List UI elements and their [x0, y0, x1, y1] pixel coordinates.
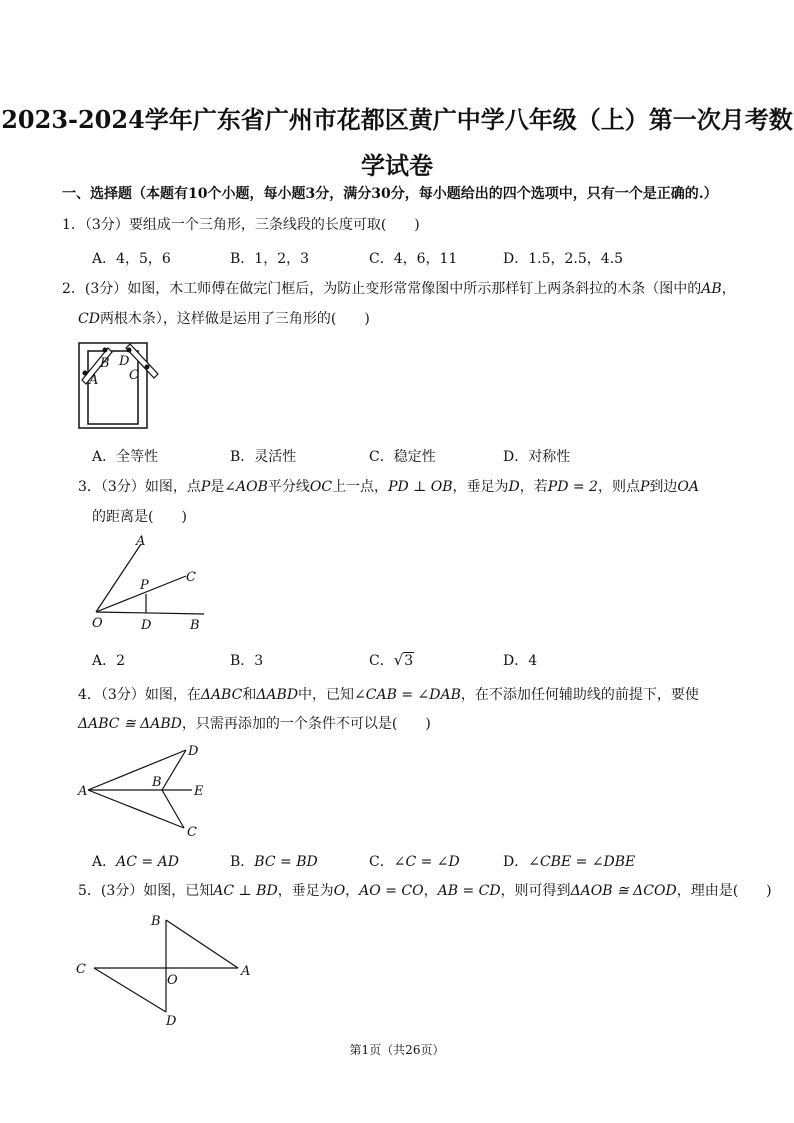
question-4-stem-line1: [78, 686, 699, 704]
nail-d: [127, 348, 132, 353]
label-c: C: [186, 570, 196, 585]
sqrt-value: 3: [404, 653, 414, 669]
q3-text-g: ，则点: [597, 479, 640, 495]
q4-option-d-label: D．: [503, 854, 529, 870]
page-footer: 第1页（共26页）: [349, 1043, 445, 1057]
q2-option-c: C．稳定性: [369, 449, 436, 465]
q1-option-d: D．1.5，2.5，4.5: [503, 251, 624, 267]
q2-comma: ，: [721, 281, 736, 297]
q4-option-c-label: C．: [369, 854, 394, 870]
q3-var-d: D: [508, 479, 520, 495]
label-o: O: [167, 973, 178, 988]
q2-door-frame-figure: [76, 340, 166, 432]
q4-text-c: 中，已知: [298, 687, 355, 703]
question-5-stem: [78, 882, 772, 900]
q4-option-a: [92, 851, 179, 871]
q3-eq: PD = 2: [547, 479, 598, 495]
q4-text-b: 和: [242, 687, 257, 703]
q3-text-e: ，垂足为: [452, 479, 509, 495]
q5-text-a: 5．(3分）如图，已知: [78, 883, 214, 899]
q3-option-c: [369, 650, 414, 670]
label-a: A: [78, 784, 88, 799]
label-b: B: [190, 618, 200, 633]
q4-option-b-label: B．: [230, 854, 255, 870]
q5-eq1: AO = CO: [359, 883, 424, 899]
label-a: A: [89, 373, 99, 388]
label-d: D: [188, 744, 199, 759]
q5-congruence: ΔAOB ≅ ΔCOD: [570, 883, 677, 899]
q4-tri-abc: ΔABC: [200, 687, 243, 703]
q3-var-p: P: [200, 479, 211, 495]
q4-congruence: ΔABC ≅ ΔABD: [78, 716, 182, 732]
q3-text-b: 是: [210, 479, 225, 495]
q3-option-b: B．3: [230, 653, 264, 669]
q4-option-c-math: ∠C = ∠D: [393, 854, 460, 870]
q5-var-o: O: [333, 883, 346, 899]
q5-eq2: AB = CD: [437, 883, 501, 899]
q4-text-e: ，只需再添加的一个条件不可以是( ): [181, 716, 431, 732]
label-c: C: [187, 825, 197, 840]
q3-perp: PD ⊥ OB: [388, 479, 453, 495]
q4-triangles-figure: [74, 740, 214, 840]
label-a: A: [136, 534, 146, 549]
label-c: C: [76, 962, 86, 977]
q4-text-d: ，在不添加任何辅助线的前提下，要使: [460, 687, 699, 703]
q5-perp: AC ⊥ BD: [213, 883, 278, 899]
question-3-stem-line2: 的距离是( ): [92, 509, 187, 525]
q3-angle-aob: ∠AOB: [224, 479, 268, 495]
q5-triangles-figure: [72, 908, 262, 1028]
label-b: B: [151, 914, 161, 929]
q4-option-a-label: A．: [92, 854, 117, 870]
q4-tri-abd: ΔABD: [256, 687, 299, 703]
q3-var-oa: OA: [677, 479, 699, 495]
q1-option-b: B．1，2，3: [230, 251, 310, 267]
ray-oa: [96, 544, 141, 612]
q5-text-b: ，垂足为: [277, 883, 334, 899]
q3-text-f: ，若: [519, 479, 548, 495]
q3-option-d: D．4: [503, 653, 538, 669]
ray-ob: [96, 612, 204, 614]
q3-text-a: 3．（3分）如图，点: [78, 479, 201, 495]
q2-stem-text2: 两根木条），这样做是运用了三角形的( ): [99, 311, 370, 327]
question-2-stem-line1: [62, 280, 736, 298]
q4-text-a: 4．（3分）如图，在: [78, 687, 201, 703]
q4-eq: ∠CAB = ∠DAB: [354, 687, 461, 703]
sqrt-symbol: √: [393, 651, 404, 669]
label-d: D: [119, 354, 130, 369]
question-4-stem-line2: [78, 715, 431, 733]
section-heading: 一、选择题（本题有10个小题，每小题3分，满分30分，每小题给出的四个选项中，只有一个是正确的.）: [62, 186, 718, 202]
label-o: O: [92, 616, 103, 631]
q5-text-c: ，: [345, 883, 360, 899]
q3-text-h: 到边: [649, 479, 678, 495]
exam-title-line1: 2023-2024学年广东省广州市花都区黄广中学八年级（上）第一次月考数: [1, 105, 793, 134]
q3-option-c-label: C．: [369, 653, 394, 669]
q3-text-d: 上一点，: [332, 479, 389, 495]
label-p: P: [140, 578, 149, 593]
q2-var-cd: CD: [78, 311, 100, 327]
q4-option-b: [230, 851, 318, 871]
label-e: E: [194, 784, 204, 799]
label-a: A: [241, 964, 251, 979]
label-d: D: [141, 618, 152, 633]
nail-c: [145, 365, 150, 370]
q4-option-b-math: BC = BD: [254, 854, 318, 870]
q2-option-b: B．灵活性: [230, 449, 297, 465]
question-1-stem: 1．（3分）要组成一个三角形，三条线段的长度可取( ): [62, 217, 420, 233]
q4-option-c: [369, 851, 460, 871]
segment-ba: [166, 920, 238, 968]
q1-option-c: C．4，6，11: [369, 251, 458, 267]
label-c: C: [129, 368, 139, 383]
exam-title-line2: 学试卷: [361, 151, 433, 180]
question-3-stem-line1: [78, 478, 699, 496]
nail-b: [103, 348, 108, 353]
q3-var-p2: P: [639, 479, 650, 495]
question-2-stem-line2: [78, 310, 370, 328]
q3-var-oc: OC: [309, 479, 333, 495]
q3-text-c: 平分线: [267, 479, 310, 495]
label-d: D: [166, 1014, 177, 1028]
q5-text-e: ，则可得到: [500, 883, 571, 899]
nail-a: [83, 371, 88, 376]
segment-bd: [162, 750, 186, 790]
q5-text-d: ，: [423, 883, 438, 899]
label-b: B: [100, 356, 110, 371]
q2-stem-text: 2．(3分）如图，木工师傅在做完门框后，为防止变形常常像图中所示那样钉上两条斜拉的木条（图中的: [62, 281, 702, 297]
q3-option-a: A．2: [92, 653, 126, 669]
segment-bc: [162, 790, 184, 828]
q2-var-ab: AB: [701, 281, 722, 297]
segment-ad: [88, 750, 186, 790]
q2-option-a: A．全等性: [92, 449, 159, 465]
q3-angle-bisector-figure: [86, 532, 216, 636]
segment-cd: [94, 968, 166, 1012]
q1-option-a: A．4，5，6: [92, 251, 171, 267]
segment-ac: [88, 790, 184, 828]
q5-text-f: ，理由是( ): [676, 883, 772, 899]
q4-option-a-math: AC = AD: [116, 854, 179, 870]
q4-option-d: [503, 851, 635, 871]
q4-option-d-math: ∠CBE = ∠DBE: [528, 854, 636, 870]
label-b: B: [152, 775, 162, 790]
q2-option-d: D．对称性: [503, 449, 571, 465]
